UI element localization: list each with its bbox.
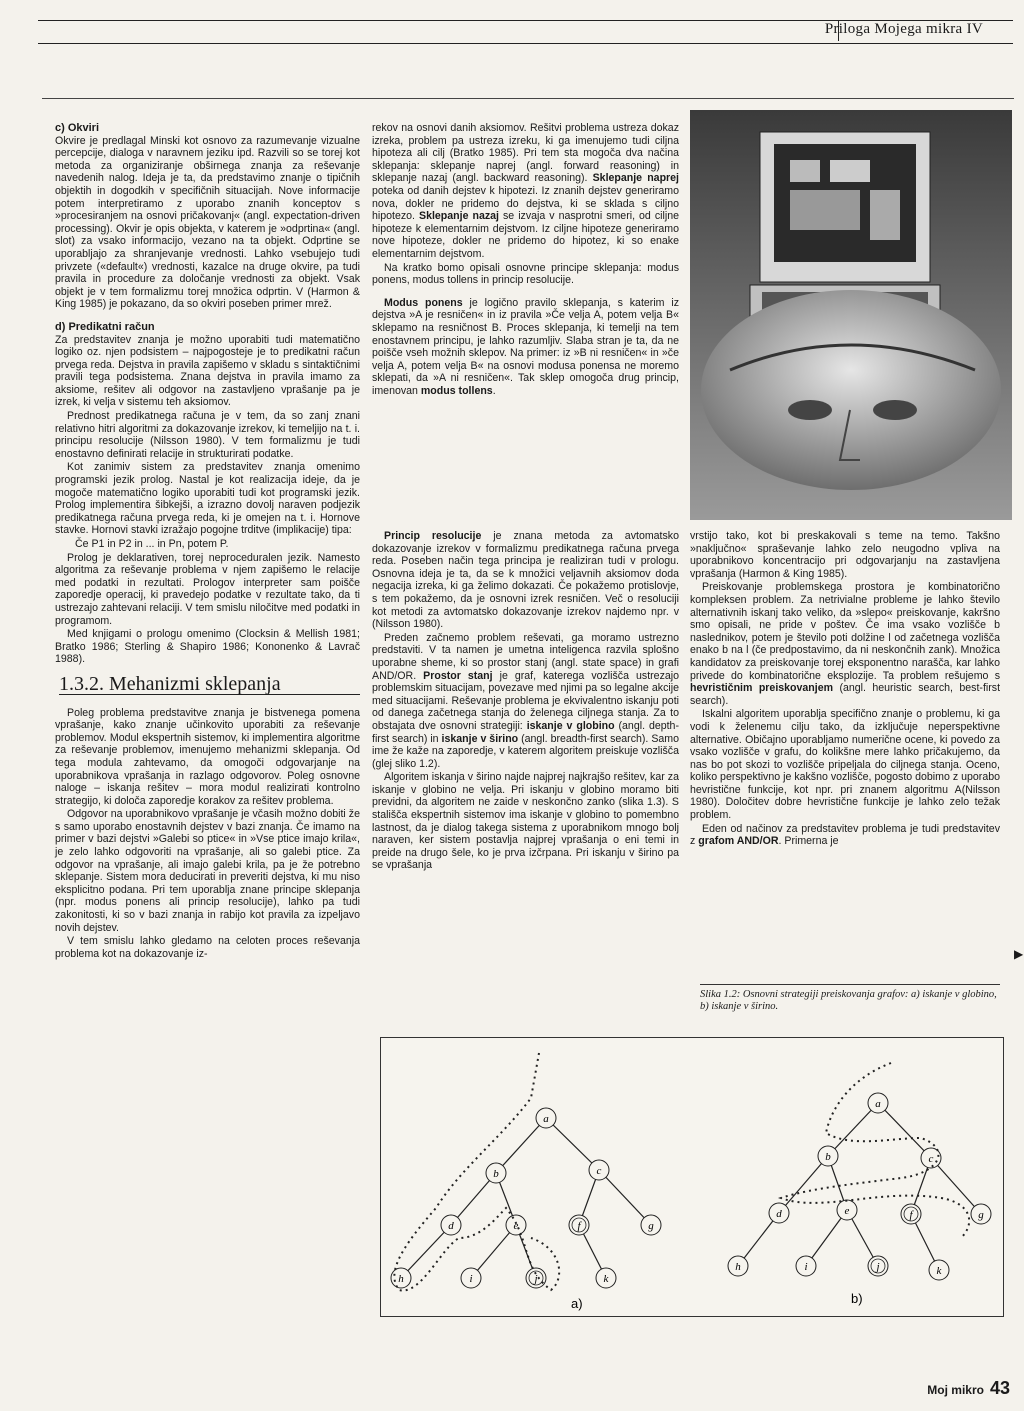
text-run: . Primerna je [778,835,839,848]
paragraph [690,823,1000,848]
figure-search-trees [380,1037,1004,1317]
tree-b-edge-a-b [828,1103,878,1156]
paragraph [372,530,679,631]
svg-text:j: j [876,1261,880,1273]
column-1 [55,122,360,961]
paragraph: Kot zanimiv sistem za predstavitev znanja omenimo programski jezik prolog. Nastal je kot realizacija ideje, da je mogoče matematično logiko uporabiti tudi kot programski jezik. Prolog implementira šibkejši, a izrazno dovolj naraven podjezik predikatnega računa prvega reda, ki je omejen na t. i. Hornove stavke. Hornovi stavki izražajo pogojne trditve (implikacije) tipa: [55,461,360,537]
tree-b-node-e [837,1200,857,1220]
tree-a-edge-a-c [546,1118,599,1170]
paragraph: Iskalni algoritem uporablja specifično znanje o problemu, ki ga vodi k želenemu cilju tako, da izključuje neperspektivne alternative. Običajno uporabljamo numerične ocene, ki povedo za vsako vozlišče v grafu, do kolikšne mere lahko pričakujemo, da nas bo pot skozi to vozlišče pripeljala do ciljnega stanja. Oceno, koliko perspektivno je kakšno vozlišče, pogosto dobimo z uporabo hevristične funkcije, kot npr. pri znanem algoritmu A(Nilsson 1980). Določitev dobre hevristične funkcije je lahko zelo težak problem. [690,708,1000,822]
tree-a-node-g [641,1215,661,1235]
term-modus-tollens: modus tollens [420,384,493,397]
heading-okviri: c) Okviri [55,122,100,134]
svg-text:e: e [513,1220,519,1232]
tree-b-node-a [868,1093,888,1113]
svg-text:f: f [909,1209,913,1221]
column-2-bottom [372,530,679,873]
text-run: rekov na osnovi danih aksiomov. Rešitvi problema ustreza dokaz izreka, problem pa ustreza izreku, ki ga imenujemo tudi ciljna hipoteza ali cilj (Bratko 1985). Pri tem sta mogoča dva načina sklepanja: sklepanje naprej (angl. forward reasoning) in sklepanje nazaj (angl. backward reasoning). [372,122,679,185]
tree-b-node-j [868,1256,888,1276]
tree-a-edge-a-b [496,1118,546,1173]
paragraph [372,632,679,771]
tree-a-node-k [596,1268,616,1288]
paragraph: Za predstavitev znanja je možno uporabiti tudi matematično logiko oz. njen podsistem – najpogosteje je to predikatni račun prvega reda. Dejstva in pravila zapišemo v skladu s sintaktičnimi pravili tega podsistema. Znana dejstva in pravila imamo za aksiome, rešitev ali odgovor na zastavljeno vprašanje pa je izrek, ki velja v sistemu teh aksiomov. [55,333,360,409]
tree-b-node-k [929,1260,949,1280]
paragraph: Algoritem iskanja v širino najde najprej najkrajšo rešitev, kar za iskanje v globino ne velja. Pri iskanju v globino moramo biti previdni, da algoritem ne zaide v neskončno zanko (slika 1.3). S stališča ekspertnih sistemov ima iskanje v globino to pomembno lastnost, da je dialog takega sistema z uporabnikom mnogo bolj naraven, ker sistem postavlja najprej vprašanja o eni temi in preide na drugo šele, ko je prva izčrpana. Pri iskanju v širino pa se vprašanja [372,771,679,872]
text-run: poteka od danih dejstev k hipotezi. Iz znanih dejstev generiramo nova, dokler ne pridemo do dejstva, ki se sklada s ciljno hipotezo. [372,184,679,223]
text-run: Preden začnemo problem reševati, ga moramo ustrezno predstaviti. V ta namen je umetna inteligenca razvila splošno uporabne sheme, ki so prostor stanj (angl. state space) in grafi AND/OR. [372,631,679,682]
svg-text:g: g [648,1220,654,1232]
paragraph: V tem smislu lahko gledamo na celoten proces reševanja problema kot na dokazovanje iz- [55,935,360,960]
svg-text:c: c [928,1153,934,1165]
svg-text:k: k [603,1273,609,1285]
figure-label-b: b) [851,1291,863,1306]
paragraph [690,581,1000,707]
text-run: je graf, katerega vozlišča ustrezajo problemskim situacijam, povezave med njimi pa so legalne akcije med situacijami. Reševanje problema je ekvivalentno iskanju poti od danega začetnega stanja do želenega ciljnega stanja. Za to obstajata dve osnovni strategiji: [372,669,680,732]
svg-text:a: a [875,1098,881,1110]
svg-text:d: d [776,1208,782,1220]
tree-a-node-b [486,1163,506,1183]
text-run: je znana metoda za avtomatsko dokazovanje izrekov v formalizmu predikatnega računa prvega reda. Poseben način tega principa je realiziran tudi v prologu. Osnovna ideja je ta, da se k množici veljavnih aksiomov doda negacija izreka, ki ga želimo dokazati. Če pokažemo protislovje, s tem pokažemo, da je osnovni izrek resničen. Več o resoluciji kot metodi za avtomatsko dokazovanje izrekov najdemo npr. v (Nilsson 1980). [372,530,679,631]
tree-b-node-c [921,1148,941,1168]
tree-a-node-d [441,1215,461,1235]
svg-text:h: h [735,1261,741,1273]
text-run: se izvaja v nasprotni smeri, od ciljne hipoteze k elementarnim dejstvom. Iz ciljne hipoteze generiramo nove hipoteze, dokler ne pridemo do hipotez, ki so enake elementarnim dejstvom. [372,210,679,260]
svg-text:a: a [543,1113,549,1125]
page-footer [927,1378,1010,1399]
tree-a-node-a [536,1108,556,1128]
tree-a-node-f [569,1215,589,1235]
paragraph [372,122,679,261]
svg-text:k: k [936,1265,942,1277]
svg-text:f: f [577,1220,581,1232]
tree-a-edge-d-h [401,1225,451,1278]
tree-b-edge-a-c [878,1103,931,1158]
svg-text:e: e [844,1205,850,1217]
header-bar [38,20,1013,44]
term-prostor-stanj: Prostor stanj [423,669,493,682]
text-run: (angl. breadth-first search). Samo ime že kaže na zaporedje, v katerem algoritem preiskuje vozlišča (glej sliko 1.2). [372,732,679,770]
frame-rule [42,98,1014,99]
paragraph: vrstijo tako, kot bi preskakovali s teme na temo. Takšno »naključno« spraševanje lahko zelo neugodno vpliva na uporabnikovo koncentracijo pri odgovarjanju na zastavljena vprašanja (Harmon & King 1985). [690,530,1000,580]
computer-head-illustration [690,110,1012,520]
paragraph: Odgovor na uporabnikovo vprašanje je včasih možno dobiti že s samo uporabo enostavnih dejstev v bazi znanja. Če imamo na primer v bazi dejstvi »Galebi so ptice« in »Vse ptice imajo krila«, je zelo lahko odgovoriti na vprašanje, ali so galebi ptice. Za odgovor na vprašanje, ali imajo galebi krila, pa je že potrebno sklepanje. Sistem mora deducirati in preveriti dejstva, ki mu niso eksplicitno podana. Pri tem uporablja znane principe sklepanja (npr. modus ponens ali princip resolucije), lahko pa tudi zakonitosti, ki so v bazi znanja in rabijo kot pravila za izpeljavo novih dejstev. [55,808,360,934]
text-run: . [492,384,496,397]
paragraph: Poleg problema predstavitve znanja je bistvenega pomena vprašanje, kako znanje učinkovito uporabiti za reševanje problemov. Modul ekspertnih sistemov, ki implementira algoritme za reševanje problemov, imenujemo mehanizmi sklepanja. Od tega modula zahtevamo, da omogoči odgovarjanje na uporabnikova vprašanja in razlago odgovorov. Poleg osnovne naloge – iskanja rešitev – mora modul realizirati kontrolno strategijo, ki določa zaporedje korakov za rešitev problema. [55,706,360,807]
term-iskanje-v-sirino: iskanje v širino [441,732,519,745]
figure-label-a: a) [571,1296,583,1311]
tree-a-node-e [506,1215,526,1235]
paragraph [372,297,679,398]
svg-text:i: i [469,1273,473,1285]
section-title: 1.3.2. Mehanizmi sklepanja [59,678,360,695]
tree-a-traversal-path [394,1053,559,1291]
tree-b-node-b [818,1146,838,1166]
tree-b-node-h [728,1256,748,1276]
magazine-name: Moj mikro [927,1383,984,1397]
tree-b-traversal-path [781,1063,969,1238]
paragraph: Okvire je predlagal Minski kot osnovo za razumevanje vizualne percepcije, dialoga v naravnem jeziku ipd. Razvili so se torej kot metoda za organiziranje obširnega znanja za reševanje navedenih nalog. Ideja je ta, da predstavimo znanje o tipičnih objektih in dogodkih v specifičnih situacijah. Nove informacije potem interpretiramo z uporabo znanih konceptov s »procesiranjem na osnovi pričakovanj« (angl. expectation-driven processing). Okvir je opis objekta, v katerem je »odprtina« (angl. slot) za vsako informacijo, vezano na ta objekt. Odprtine se uporabljajo za shranjevanje vrednosti. Lahko vsebujejo tudi privzete («default«) vrednosti, kazalce na druge okvire, pa tudi pravila in procedure za določanje vrednosti za objekt. Vsak objekt je v tem formalizmu torej množica odprtin. V (Harmon & King 1985) je pokazano, da so okviri poseben primer mrež. [55,134,360,311]
svg-text:h: h [398,1273,404,1285]
text-run: je logično pravilo sklepanja, s katerim iz dejstva »A je resničen« in iz pravila »Če velja A, potem velja B« sklepamo na resničnost B. Proces sklepanja, ki temelji na tem enostavnem principu, je lahko razumljiv. Slaba stran je ta, da ne poišče vseh možnih sklepov. Na primer: iz »B ni resničen« in »če velja A, potem velja B« na osnovi modusa ponensa ne moremo sklepati, da »A ni resničen«. Tak sklep omogoča drug princip, imenovan [372,296,679,397]
tree-b-edge-c-g [931,1158,981,1214]
column-2-top [372,122,679,398]
text-run: (angl. depth-first search) in [372,719,679,745]
svg-text:b: b [493,1168,499,1180]
term-graf-and-or: grafom AND/OR [698,835,779,848]
search-tree-diagram [381,1038,1003,1316]
paragraph: Prednost predikatnega računa je v tem, da so zanj znani relativno hitri algoritmi za dokazovanje izrekov, ki temeljijo na t. i. principu resolucije (Nilsson 1980). V tem formalizmu je tudi enostavno definirati relacije in strukturirati podatke. [55,410,360,460]
svg-text:g: g [978,1209,984,1221]
page-number: 43 [989,1378,1010,1398]
term-sklepanje-nazaj: Sklepanje nazaj [419,210,499,223]
term-iskanje-v-globino: iskanje v globino [526,719,615,732]
continue-arrow-icon: ▶ [1014,947,1024,961]
heading-predikatni-racun: d) Predikatni račun [55,320,155,333]
text-run: (angl. heuristic search, best-first search). [690,682,1001,707]
term-modus-ponens: Modus ponens [384,296,463,309]
tree-a-node-h [391,1268,411,1288]
tree-a-node-j [526,1268,546,1288]
illustration-photo [690,110,1012,520]
running-header: Priloga Mojega mikra IV [824,21,983,37]
paragraph: Med knjigami o prologu omenimo (Clocksin & Mellish 1981; Bratko 1986; Sterling & Shapiro 1986; Kononenko & Lavrač 1988). [55,628,360,666]
text-run: Eden od načinov za predstavitev problema je tudi predstavitev z [690,822,1000,848]
paragraph: Prolog je deklarativen, torej neproceduralen jezik. Namesto algoritma za reševanje problema v njem zapišemo le relacije med podatki in rezultati. Prologov interpreter sam poišče zaporedje operacij, ki pravedejo podatke v rezultate tako, da ti ustrezajo zahtevani relaciji. V tem smislu niločitve med podatki in programom. [55,551,360,627]
tree-b-node-d [769,1203,789,1223]
tree-b-node-f [901,1204,921,1224]
svg-text:b: b [825,1151,831,1163]
tree-b-node-i [796,1256,816,1276]
term-princip-resolucije: Princip resolucije [384,530,482,542]
tree-b-node-g [971,1204,991,1224]
figure-caption: Slika 1.2: Osnovni strategiji preiskovanja grafov: a) iskanje v globino, b) iskanje v širino. [700,984,1000,1013]
tree-b-edge-b-d [779,1156,828,1213]
paragraph: Na kratko bomo opisali osnovne principe sklepanja: modus ponens, modus tollens in princip resolucije. [372,261,679,287]
svg-text:j: j [534,1273,538,1285]
formula-line: Če P1 in P2 in ... in Pn, potem P. [75,538,229,550]
text-run: Preiskovanje problemskega prostora je kombinatorično kompleksen problem. Za netrivialne probleme je lahko število alternativnih iskanj tako veliko, da »slepo« preiskovanje, kakršno smo opisali, ne pride v poštev. Če ima vsako vozlišče b naslednikov, potem je število poti dolžine l od začetnega vozlišča enako b na l (če predpostavimo, da ni neskončnih zank). Množica kandidatov za preiskovanje torej eksponentno narašča, kar lahko privede do kombinatorične eksplozije. Ta problem rešujemo s [690,581,1000,682]
tree-a-node-i [461,1268,481,1288]
svg-text:i: i [804,1261,808,1273]
column-3 [690,530,1000,849]
term-hevristicno-preiskovanje: hevrističnim preiskovanjem [690,682,834,695]
term-sklepanje-naprej: Sklepanje naprej [592,172,679,185]
header-rule [38,21,839,41]
tree-a-node-c [589,1160,609,1180]
svg-text:c: c [596,1165,602,1177]
tree-a-edge-c-g [599,1170,651,1225]
svg-text:d: d [448,1220,454,1232]
